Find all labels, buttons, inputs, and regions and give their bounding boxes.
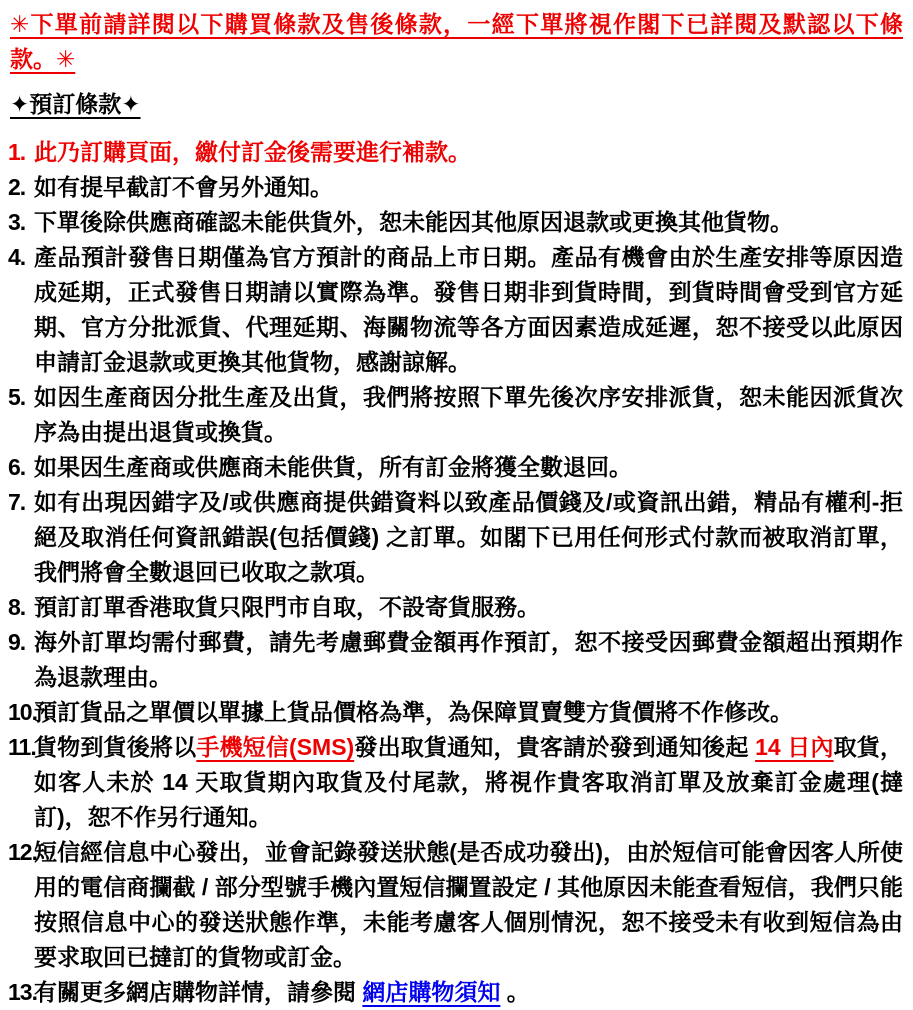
term-text	[34, 629, 903, 690]
term-text	[34, 489, 903, 585]
term-text	[34, 454, 632, 480]
term-item	[8, 205, 903, 240]
term-item	[8, 625, 903, 695]
term-text	[34, 244, 903, 375]
purchase-terms-header-notice: ✳下單前請詳閱以下購買條款及售後條款，一經下單將視作閣下已詳閱及默認以下條款。✳	[10, 11, 903, 72]
term-run: 。	[500, 979, 530, 1005]
term-number: 2.	[8, 174, 26, 200]
term-text	[34, 384, 903, 445]
preorder-terms-section-title: ✦預訂條款✦	[10, 91, 141, 117]
term-run: 海外訂單均需付郵費，請先考慮郵費金額再作預訂，恕不接受因郵費金額超出預期作為退款理由。	[34, 629, 903, 690]
term-text	[34, 209, 793, 235]
term-text	[34, 699, 793, 725]
term-run: 取貨，如客人未於 14 天取貨期內取貨及付尾款，將視作貴客取消訂單及放棄訂金處理(撻訂)，恕不作另行通知。	[34, 734, 904, 830]
term-item	[8, 730, 903, 835]
term-item	[8, 485, 903, 590]
term-run: 如果因生產商或供應商未能供貨，所有訂金將獲全數退回。	[34, 454, 632, 480]
term-item	[8, 695, 903, 730]
term-run: 下單後除供應商確認未能供貨外，恕未能因其他原因退款或更換其他貨物。	[34, 209, 793, 235]
term-run: 有關更多網店購物詳情，請參閱	[34, 979, 363, 1005]
term-number: 1.	[8, 139, 26, 165]
term-run: 預訂訂單香港取貨只限門市自取，不設寄貨服務。	[34, 594, 540, 620]
term-item	[8, 240, 903, 380]
term-text	[34, 734, 903, 830]
term-text	[34, 839, 903, 970]
term-number: 7.	[8, 489, 26, 515]
term-number: 3.	[8, 209, 26, 235]
term-highlight-text: 手機短信(SMS)	[196, 734, 355, 760]
term-highlight-text: 14 日內	[755, 734, 834, 760]
term-number: 10.	[8, 699, 37, 725]
term-run: 此乃訂購頁面，繳付訂金後需要進行補款。	[34, 139, 471, 165]
term-run: 如因生產商因分批生產及出貨，我們將按照下單先後次序安排派貨，恕未能因派貨次序為由提出退貨或換貨。	[34, 384, 903, 445]
term-text	[34, 594, 540, 620]
term-run: 貨物到貨後將以	[34, 734, 197, 760]
term-run: 短信經信息中心發出，並會記錄發送狀態(是否成功發出)，由於短信可能會因客人所使用的電信商攔截 / 部分型號手機內置短信攔置設定 / 其他原因未能查看短信，我們只能按照信息中心的發送狀態作準，未能考慮客人個別情況，恕不接受未有收到短信為由要求取回已撻訂的貨物或訂金。	[34, 839, 903, 970]
term-item	[8, 450, 903, 485]
term-number: 13.	[8, 979, 37, 1005]
term-number: 12.	[8, 839, 37, 865]
term-text	[34, 174, 333, 200]
store-shopping-notice-link[interactable]: 網店購物須知	[362, 979, 501, 1005]
term-number: 8.	[8, 594, 26, 620]
term-number: 9.	[8, 629, 26, 655]
term-item	[8, 170, 903, 205]
term-number: 6.	[8, 454, 26, 480]
term-item	[8, 135, 903, 170]
term-item	[8, 380, 903, 450]
term-item	[8, 835, 903, 975]
term-number: 4.	[8, 244, 26, 270]
term-number: 5.	[8, 384, 26, 410]
term-item	[8, 975, 903, 1010]
term-text	[34, 139, 471, 165]
term-run: 預訂貨品之單價以單據上貨品價格為準，為保障買賣雙方貨價將不作修改。	[34, 699, 793, 725]
term-number: 11.	[8, 734, 36, 760]
term-run: 如有提早截訂不會另外通知。	[34, 174, 333, 200]
term-item	[8, 590, 903, 625]
preorder-terms-list	[8, 135, 903, 1010]
term-text	[34, 979, 530, 1005]
term-run: 產品預計發售日期僅為官方預計的商品上市日期。產品有機會由於生產安排等原因造成延期，正式發售日期請以實際為準。發售日期非到貨時間，到貨時間會受到官方延期、官方分批派貨、代理延期、海關物流等各方面因素造成延遲，恕不接受以此原因申請訂金退款或更換其他貨物，感謝諒解。	[34, 244, 903, 375]
term-run: 發出取貨通知，貴客請於發到通知後起	[354, 734, 756, 760]
term-run: 如有出現因錯字及/或供應商提供錯資料以致產品價錢及/或資訊出錯，精品有權利-拒絕及取消任何資訊錯誤(包括價錢) 之訂單。如閣下已用任何形式付款而被取消訂單，我們將會全數退回已收取之款項。	[34, 489, 903, 585]
